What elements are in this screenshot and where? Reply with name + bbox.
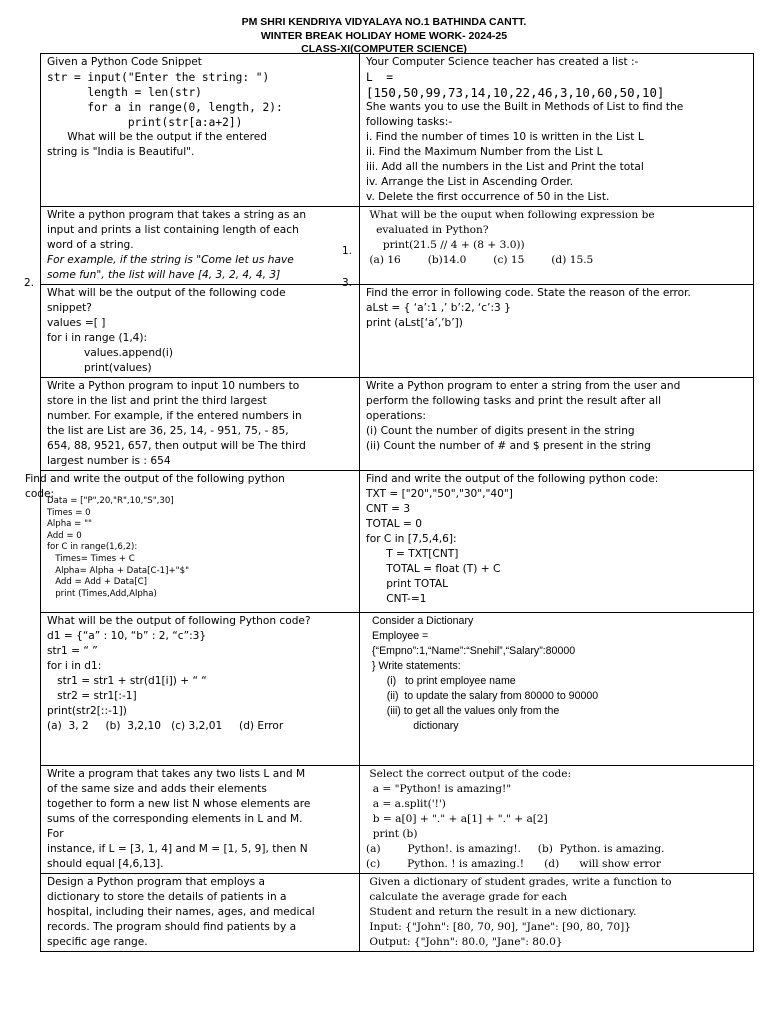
question-cell: What will be the output of the following code snippet? values =[ ] for i in range (1,4): values.append(i) print(values) — [41, 285, 360, 378]
question-number: 3. — [342, 277, 353, 289]
question-cell: Select the correct output of the code: a = "Python! is amazing!" a = a.split('!') b = a[0] + "." + a[1] + "." + a[2] print (b) (a) Python!. is amazing!. (b) Python. is amazing. (c) Python. ! is amazing.! (d) will show error — [360, 766, 754, 874]
question-cell: Given a dictionary of student grades, write a function to calculate the average grade for each Student and return the result in a new dictionary. Input: {"John": [80, 70, 90], "Jane": [90, 80, 70]} Output: {"John": 80.0, "Jane": 80.0} — [360, 874, 754, 952]
question-cell: Find the error in following code. State the reason of the error. aLst = { ‘a’:1 ,’ b’:2, ‘c’:3 } print (aLst[‘a’,’b’]) — [360, 285, 754, 378]
question-cell: Write a Python program to enter a string from the user and perform the following tasks and print the result after all operations: (i) Count the number of digits present in the string (ii) Count the number of # and $ present in the string — [360, 378, 754, 471]
question-cell: Find and write the output of the following python code: Data = ["P",20,"R",10,"S",30] Times = 0 Alpha = "" Add = 0 for C in range(1,6,2): Times= Times + C Alpha= Alpha + Data[C-1]+"$" Add = Add + Data[C] print (Times,Add,Alpha) — [41, 471, 360, 613]
homework-title: WINTER BREAK HOLIDAY HOME WORK- 2024-25 — [260, 30, 508, 42]
question-cell: Write a python program that takes a string as an input and prints a list containing length of each word of a string. For example, if the string is "Come let us have some fun", the list will have [4, 3, 2, 4, 4, 3] — [41, 207, 360, 285]
question-cell: Write a Python program to input 10 numbers to store in the list and print the third largest number. For example, if the entered numbers in the list are List are 36, 25, 14, - 951, 75, - 85, 654, 88, 9521, 657, then output will be The third largest number is : 654 — [41, 378, 360, 471]
question-cell: Your Computer Science teacher has created a list :- L = [150,50,99,73,14,10,22,46,3,10,60,50,10] She wants you to use the Built in Methods of List to find the following tasks:- i. Find the number of times 10 is written in the List L ii. Find the Maximum Number from the List L iii. Add all the numbers in the List and Print the total iv. Arrange the List in Ascending Order. v. Delete the first occurrence of 50 in the List. — [360, 54, 754, 207]
question-cell: Write a program that takes any two lists L and M of the same size and adds their elements together to form a new list N whose elements are sums of the corresponding elements in L and M. For instance, if L = [3, 1, 4] and M = [1, 5, 9], then N should equal [4,6,13]. — [41, 766, 360, 874]
question-cell: Find and write the output of the following python code: TXT = ["20","50","30","40"] CNT = 3 TOTAL = 0 for C in [7,5,4,6]: T = TXT[CNT] TOTAL = float (T) + C print TOTAL CNT-=1 — [360, 471, 754, 613]
school-name: PM SHRI KENDRIYA VIDYALAYA NO.1 BATHINDA CANTT. — [241, 16, 527, 28]
question-number: 1. — [342, 245, 353, 257]
class-title: CLASS-XI(COMPUTER SCIENCE) — [301, 43, 467, 55]
question-cell: What will be the output of following Python code? d1 = {“a” : 10, “b” : 2, “c”:3} str1 = “ ” for i in d1: str1 = str1 + str(d1[i]) + “ “ str2 = str1[:-1] print(str2[::-1]) (a) 3, 2 (b) 3,2,10 (c) 3,2,01 (d) Error — [41, 613, 360, 766]
question-cell: Given a Python Code Snippet str = input("Enter the string: ") length = len(str) for a in range(0, length, 2): print(str[a:a+2]) What will be the output if the entered string is "India is Beautiful". — [41, 54, 360, 207]
question-grid — [25, 53, 754, 952]
question-cell: Consider a Dictionary Employee = {“Empno”:1,“Name”:“Snehil”,“Salary”:80000 } Write statements: (i) to print employee name (ii) to update the salary from 80000 to 90000 (iii) to get all the values only from the dictionary — [360, 613, 754, 766]
question-number: 2. — [24, 277, 35, 289]
question-cell: Design a Python program that employs a dictionary to store the details of patients in a hospital, including their names, ages, and medical records. The program should find patients by a specific age range. — [41, 874, 360, 952]
question-cell: What will be the ouput when following expression be evaluated in Python? print(21.5 // 4 + (8 + 3.0)) (a) 16 (b)14.0 (c) 15 (d) 15.5 — [360, 207, 754, 285]
